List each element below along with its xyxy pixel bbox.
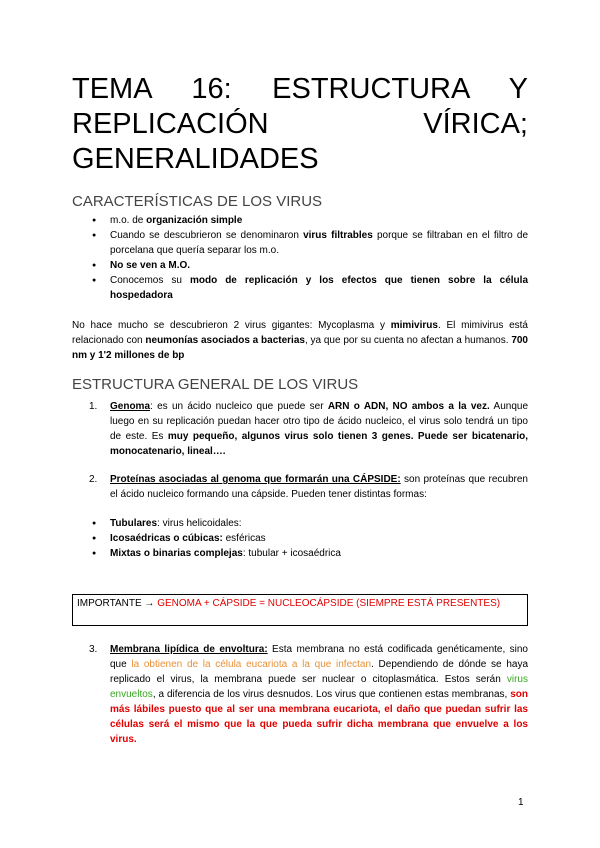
list-item: ● Tubulares: virus helicoidales: bbox=[110, 516, 528, 531]
item-number: 3. bbox=[89, 644, 98, 655]
important-box bbox=[72, 594, 528, 626]
list-item: ● Cuando se descubrieron se denominaron virus filtrables porque se filtraban en el filtro de porcelana que quería separar los m.o. bbox=[110, 228, 528, 258]
genome-item: 1. Genoma: es un ácido nucleico que puede ser ARN o ADN, NO ambos a la vez. Aunque luego en su replicación puedan hacer otro tipo de ácido nucleico, el virus solo tendrá un tipo de este. Es muy pequeño, algunos virus solo tienen 3 genes. Puede ser bicatenario, monocatenario, lineal…. bbox=[89, 401, 529, 457]
membrane-item: 3. Membrana lipídica de envoltura: Esta membrana no está codificada genéticamente, sino que la obtienen de la célula eucariota a la que infectan. Dependiendo de dónde se haya replicado el virus, la membrana puede ser nuclear o citoplasmática. Estos serán virus envueltos, a diferencia de los virus desnudos. Los virus que contienen estas membranas, son más lábiles puesto que al ser una membrana eucariota, el daño que puedan sufrir las células será el mismo que la que pueda sufrir dicha membrana que envuelve a los virus. bbox=[89, 644, 529, 745]
page-number: 1 bbox=[518, 797, 524, 808]
giant-virus-paragraph: No hace mucho se descubrieron 2 virus gigantes: Mycoplasma y mimivirus. El mimivirus está relacionado con neumonías asociados a bacterias, ya que por su cuenta no afectan a humanos. 700 nm y 1'2 millones de bp bbox=[72, 320, 528, 361]
item-number: 1. bbox=[89, 401, 98, 412]
important-label: IMPORTANTE → bbox=[77, 598, 155, 609]
list-item: ● m.o. de organización simple bbox=[110, 213, 528, 228]
important-text: GENOMA + CÁPSIDE = NUCLEOCÁPSIDE (SIEMPRE ESTÁ PRESENTES) bbox=[157, 598, 501, 609]
section-heading-characteristics: CARACTERÍSTICAS DE LOS VIRUS bbox=[72, 193, 323, 210]
item-number: 2. bbox=[89, 474, 98, 485]
characteristics-list bbox=[72, 213, 528, 303]
section-heading-structure: ESTRUCTURA GENERAL DE LOS VIRUS bbox=[72, 376, 359, 393]
list-item: ● No se ven a M.O. bbox=[110, 258, 528, 273]
list-item: ● Conocemos su modo de replicación y los efectos que tienen sobre la célula hospedadora bbox=[110, 273, 528, 303]
page-title: TEMA 16: ESTRUCTURA Y REPLICACIÓN VÍRICA; GENERALIDADES bbox=[72, 73, 528, 175]
list-item: ● Icosaédricas o cúbicas: esféricas bbox=[110, 531, 528, 546]
capsid-forms-list bbox=[72, 516, 528, 561]
list-item: ● Mixtas o binarias complejas: tubular + icosaédrica bbox=[110, 546, 528, 561]
capsid-item: 2. Proteínas asociadas al genoma que formarán una CÁPSIDE: son proteínas que recubren el ácido nucleico formando una cápside. Pueden tener distintas formas: bbox=[89, 474, 528, 500]
